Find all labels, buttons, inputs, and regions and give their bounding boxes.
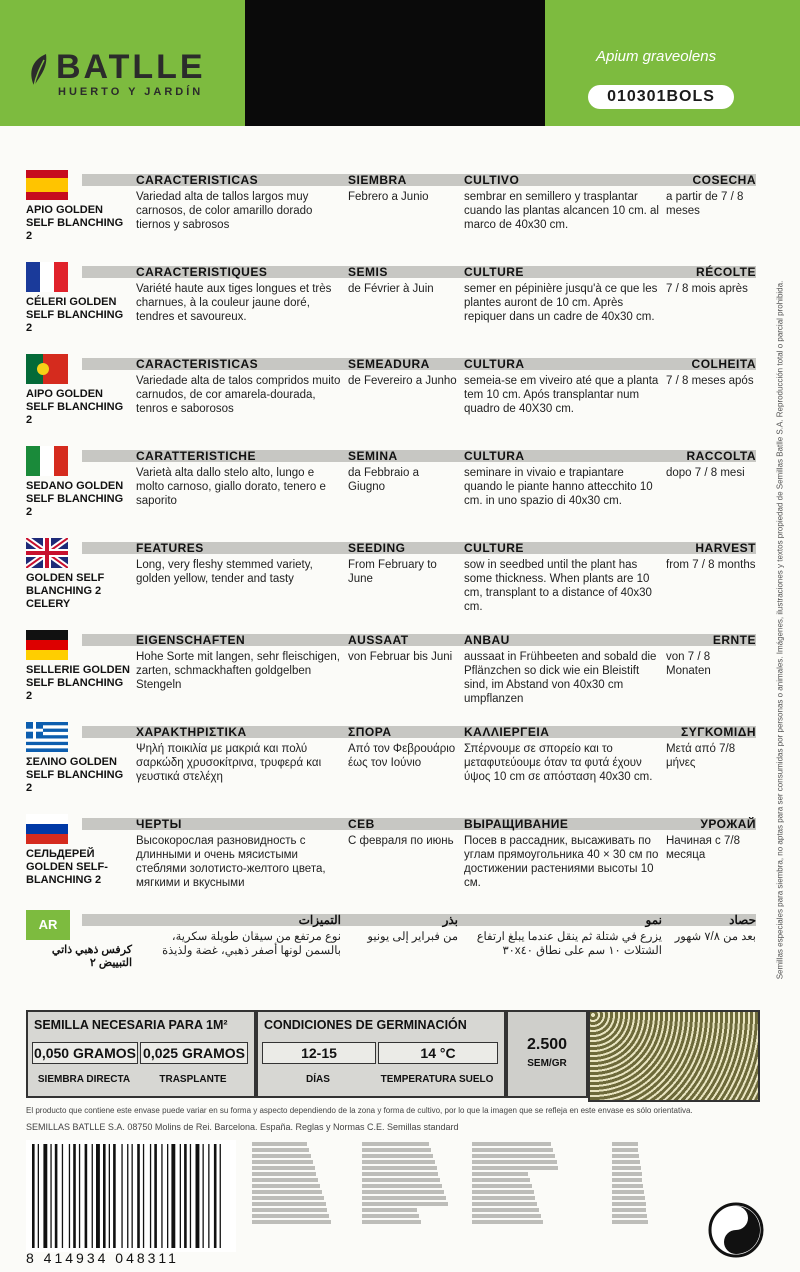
language-block-spain [26,170,756,254]
column-header: RACCOLTA [686,449,756,463]
column-header: FEATURES [136,541,204,555]
seed-needed-title: SEMILLA NECESARIA PARA 1M² [34,1018,228,1032]
germination-title: CONDICIONES DE GERMINACIÓN [264,1018,467,1032]
column-text: Ψηλή ποικιλία με μακριά και πολύ σαρκώδη χρυσοκίτρινα, τρυφερά και γευστικά στελέχη [136,743,322,783]
variety-name: GOLDEN SELF BLANCHING 2 CELERY [26,572,105,610]
leaf-logo-icon [26,52,54,88]
column-text: aussaat in Frühbeeten and sobald die Pflänzchen so dick wie ein Bleistift sind, im Abstand von 40x30 cm umpflanzen [464,651,657,705]
column-text: da Febbraio a Giugno [348,467,419,493]
language-block-uk [26,538,756,622]
column-header: ΣΠΟΡΑ [348,725,392,739]
brand-subtitle: HUERTO Y JARDÍN [58,86,204,98]
company-address: SEMILLAS BATLLE S.A. 08750 Molins de Rei. Barcelona. España. Reglas y Normas C.E. Semillas standard [26,1122,459,1132]
column-text: Высокорослая разновидность с длинными и очень мясистыми стеблями золотисто-желтого цвета, мягкими и вкусными [136,835,326,889]
column-header: التميزات [298,913,341,927]
language-block-ar [26,910,756,994]
column-text: de Fevereiro a Junho [348,375,457,387]
column-header: ВЫРАЩИВАНИЕ [464,817,569,831]
column-text: من فبراير إلى يونيو [367,931,458,943]
column-header: COSECHA [692,173,756,187]
column-header: CARACTERISTICAS [136,173,259,187]
spain-flag-icon [26,170,68,200]
header [0,0,800,126]
column-text: Посев в рассадник, высаживать по углам прямоугольника 40 × 30 см по достижении растениями высоты 10 см. [464,835,659,889]
seeds-per-gram-unit: SEM/GR [527,1058,567,1069]
column-header: CARACTERISTIQUES [136,265,268,279]
column-header: УРОЖАЙ [700,817,756,831]
germination-temp-label: TEMPERATURA SUELO [380,1074,494,1085]
side-legal-text [764,170,796,1090]
column-text: From February to June [348,559,437,585]
germination-days-label: DÍAS [306,1074,330,1085]
column-text: Febrero a Junio [348,191,429,203]
column-header: SEEDING [348,541,406,555]
seeds-per-gram-value: 2.500 [526,1036,568,1053]
barcode-icon [26,1140,236,1252]
column-header: ΣΥΓΚΟΜΙΔΗ [681,725,756,739]
column-header: SEMIS [348,265,388,279]
column-header: CARATTERISTICHE [136,449,256,463]
column-text: Σπέρνουμε σε σπορείο και το μεταφυτεύουμε όταν τα φυτά έχουν ύψος 10 cm σε απόσταση 40x30 cm. [464,743,653,783]
germination-days-value: 12-15 [262,1042,376,1064]
seed-direct-value: 0,050 GRAMOS [32,1042,138,1064]
seed-direct-label: SIEMBRA DIRECTA [37,1074,131,1085]
column-text: 7 / 8 meses após [666,375,754,387]
small-print-column [612,1140,652,1226]
seed-photo [588,1010,760,1102]
variety-name: كرفس ذهبي ذاتي التبييض ٢ [51,944,132,969]
product-code: 010301BOLS [588,85,734,109]
column-text: Hohe Sorte mit langen, sehr fleischigen, zarten, schmackhaften goldgelben Stengeln [136,651,340,691]
seed-transplant-label: TRASPLANTE [159,1074,227,1085]
barcode-number: 8 414934 048311 [26,1250,179,1266]
column-text: يزرع في شتلة ثم ينقل عندما يبلغ ارتفاع الشتلات ١٠ سم على نطاق ٣٠x٤٠ [476,931,662,957]
column-text: نوع مرتفع من سيقان طويلة سكرية، بالسمن لونها أصفر ذهبي، غضة ولذيذة [162,931,341,957]
column-text: von Februar bis Juni [348,651,453,663]
greece-flag-icon [26,722,68,752]
column-text: sow in seedbed until the plant has some thickness. When plants are 10 cm, transplant to a distance of 40x30 cm. [464,559,652,613]
column-text: Long, very fleshy stemmed variety, golden yellow, tender and tasty [136,559,313,585]
france-flag-icon [26,262,68,292]
variety-name: ΣΕΛΙΝΟ GOLDEN SELF BLANCHING 2 [26,756,124,794]
language-block-portugal [26,354,756,438]
column-header: COLHEITA [691,357,756,371]
column-text: von 7 / 8 Monaten [666,651,711,677]
column-text: Μετά από 7/8 μήνες [666,743,736,769]
column-header: ЧЕРТЫ [136,817,182,831]
header-brand-panel [0,0,245,126]
variety-name: APIO GOLDEN SELF BLANCHING 2 [26,204,124,242]
column-header: CULTIVO [464,173,520,187]
header-black-window [245,0,545,126]
uk-flag-icon [26,538,68,568]
column-text: 7 / 8 mois après [666,283,748,295]
column-header: ΧΑΡΑΚΤΗΡΙΣΤΙΚΑ [136,725,247,739]
language-block-italy [26,446,756,530]
small-print-column [252,1140,344,1226]
germination-temp-value: 14 °C [378,1042,498,1064]
column-text: semeia-se em viveiro até que a planta tem 10 cm. Após transplantar num quadro de 40X30 cm. [464,375,659,415]
column-text: Από τον Φεβρουάριο έως τον Ιούνιο [348,743,456,769]
column-header: SIEMBRA [348,173,407,187]
small-print-columns [252,1140,672,1252]
column-header: CULTURA [464,357,525,371]
column-header: RÉCOLTE [696,265,756,279]
disclaimer-text: El producto que contiene este envase puede variar en su forma y aspecto dependiendo de la zona y forma de cultivo, por lo que la imagen que se refleja en este envase es sólo orientativa. [26,1106,693,1115]
variety-name: СЕЛЬДЕРЕЙ GOLDEN SELF-BLANCHING 2 [26,848,108,886]
species-name: Apium graveolens [596,48,717,65]
language-block-greece [26,722,756,806]
column-text: semer en pépinière jusqu'à ce que les plantes auront de 10 cm. Après repiquer dans un cadre de 40x30 cm. [464,283,658,323]
portugal-flag-icon [26,354,68,384]
column-header: CULTURE [464,265,524,279]
language-block-france [26,262,756,346]
column-header: SEMEADURA [348,357,430,371]
column-text: Varietà alta dallo stelo alto, lungo e molto carnoso, giallo dorato, tenero e saporito [136,467,326,507]
column-header: ERNTE [712,633,756,647]
germany-flag-icon [26,630,68,660]
column-text: بعد من ٧/٨ شهور [674,931,756,943]
column-header: СЕВ [348,817,375,831]
column-header: ΚΑΛΛΙΕΡΓΕΙΑ [464,725,550,739]
side-legal-label: Semillas especiales para siembra, no aptas para ser consumidas por personas o animales. Imágenes, ilustraciones y textos propiedad de Semillas Batlle S.A. Reproducción total o parcial prohibida. [775,280,785,980]
russia-flag-icon [26,814,68,844]
column-header: EIGENSCHAFTEN [136,633,246,647]
column-text: de Février à Juin [348,283,434,295]
column-header: CULTURE [464,541,524,555]
column-text: a partir de 7 / 8 meses [666,191,744,217]
small-print-column [472,1140,564,1226]
column-text: seminare in vivaio e trapiantare quando le piante hanno attecchito 10 cm. in uno spazio di 40x30 cm. [464,467,653,507]
column-header: SEMINA [348,449,398,463]
green-dot-recycle-icon [708,1202,764,1258]
column-header: بذر [442,913,458,927]
column-header: حصاد [729,913,756,927]
small-print-column [362,1140,454,1226]
sowing-info [26,1010,756,1100]
column-text: dopo 7 / 8 mesi [666,467,745,479]
column-header: نمو [645,913,662,927]
ar-badge: AR [26,910,70,940]
column-header: AUSSAAT [348,633,409,647]
brand-name: BATLLE [56,48,206,86]
column-text: from 7 / 8 months [666,559,756,571]
column-header: CARACTERISTICAS [136,357,259,371]
language-block-russia [26,814,756,898]
column-text: Начиная с 7/8 месяца [666,835,740,861]
column-text: Variedad alta de tallos largos muy carnosos, de color amarillo dorado tiernos y sabrosos [136,191,313,231]
column-header: ANBAU [464,633,510,647]
column-header: HARVEST [695,541,756,555]
variety-name: AIPO GOLDEN SELF BLANCHING 2 [26,388,124,426]
language-block-germany [26,630,756,714]
variety-name: CÉLERI GOLDEN SELF BLANCHING 2 [26,296,124,334]
column-text: С февраля по июнь [348,835,454,847]
column-header: CULTURA [464,449,525,463]
seeds-per-gram-box [506,1010,588,1098]
column-text: Variedade alta de talos compridos muito carnudos, de cor amarela-dourada, tenros e saborosos [136,375,341,415]
italy-flag-icon [26,446,68,476]
variety-name: SEDANO GOLDEN SELF BLANCHING 2 [26,480,124,518]
variety-name: SELLERIE GOLDEN SELF BLANCHING 2 [26,664,130,702]
column-text: sembrar en semillero y trasplantar cuando las plantas alcancen 10 cm. al marco de 40x30 cm. [464,191,659,231]
seed-needed-box [26,1010,256,1098]
column-text: Variété haute aux tiges longues et très charnues, à la couleur jaune doré, tendres et savoureux. [136,283,332,323]
germination-box [256,1010,506,1098]
seed-transplant-value: 0,025 GRAMOS [140,1042,248,1064]
